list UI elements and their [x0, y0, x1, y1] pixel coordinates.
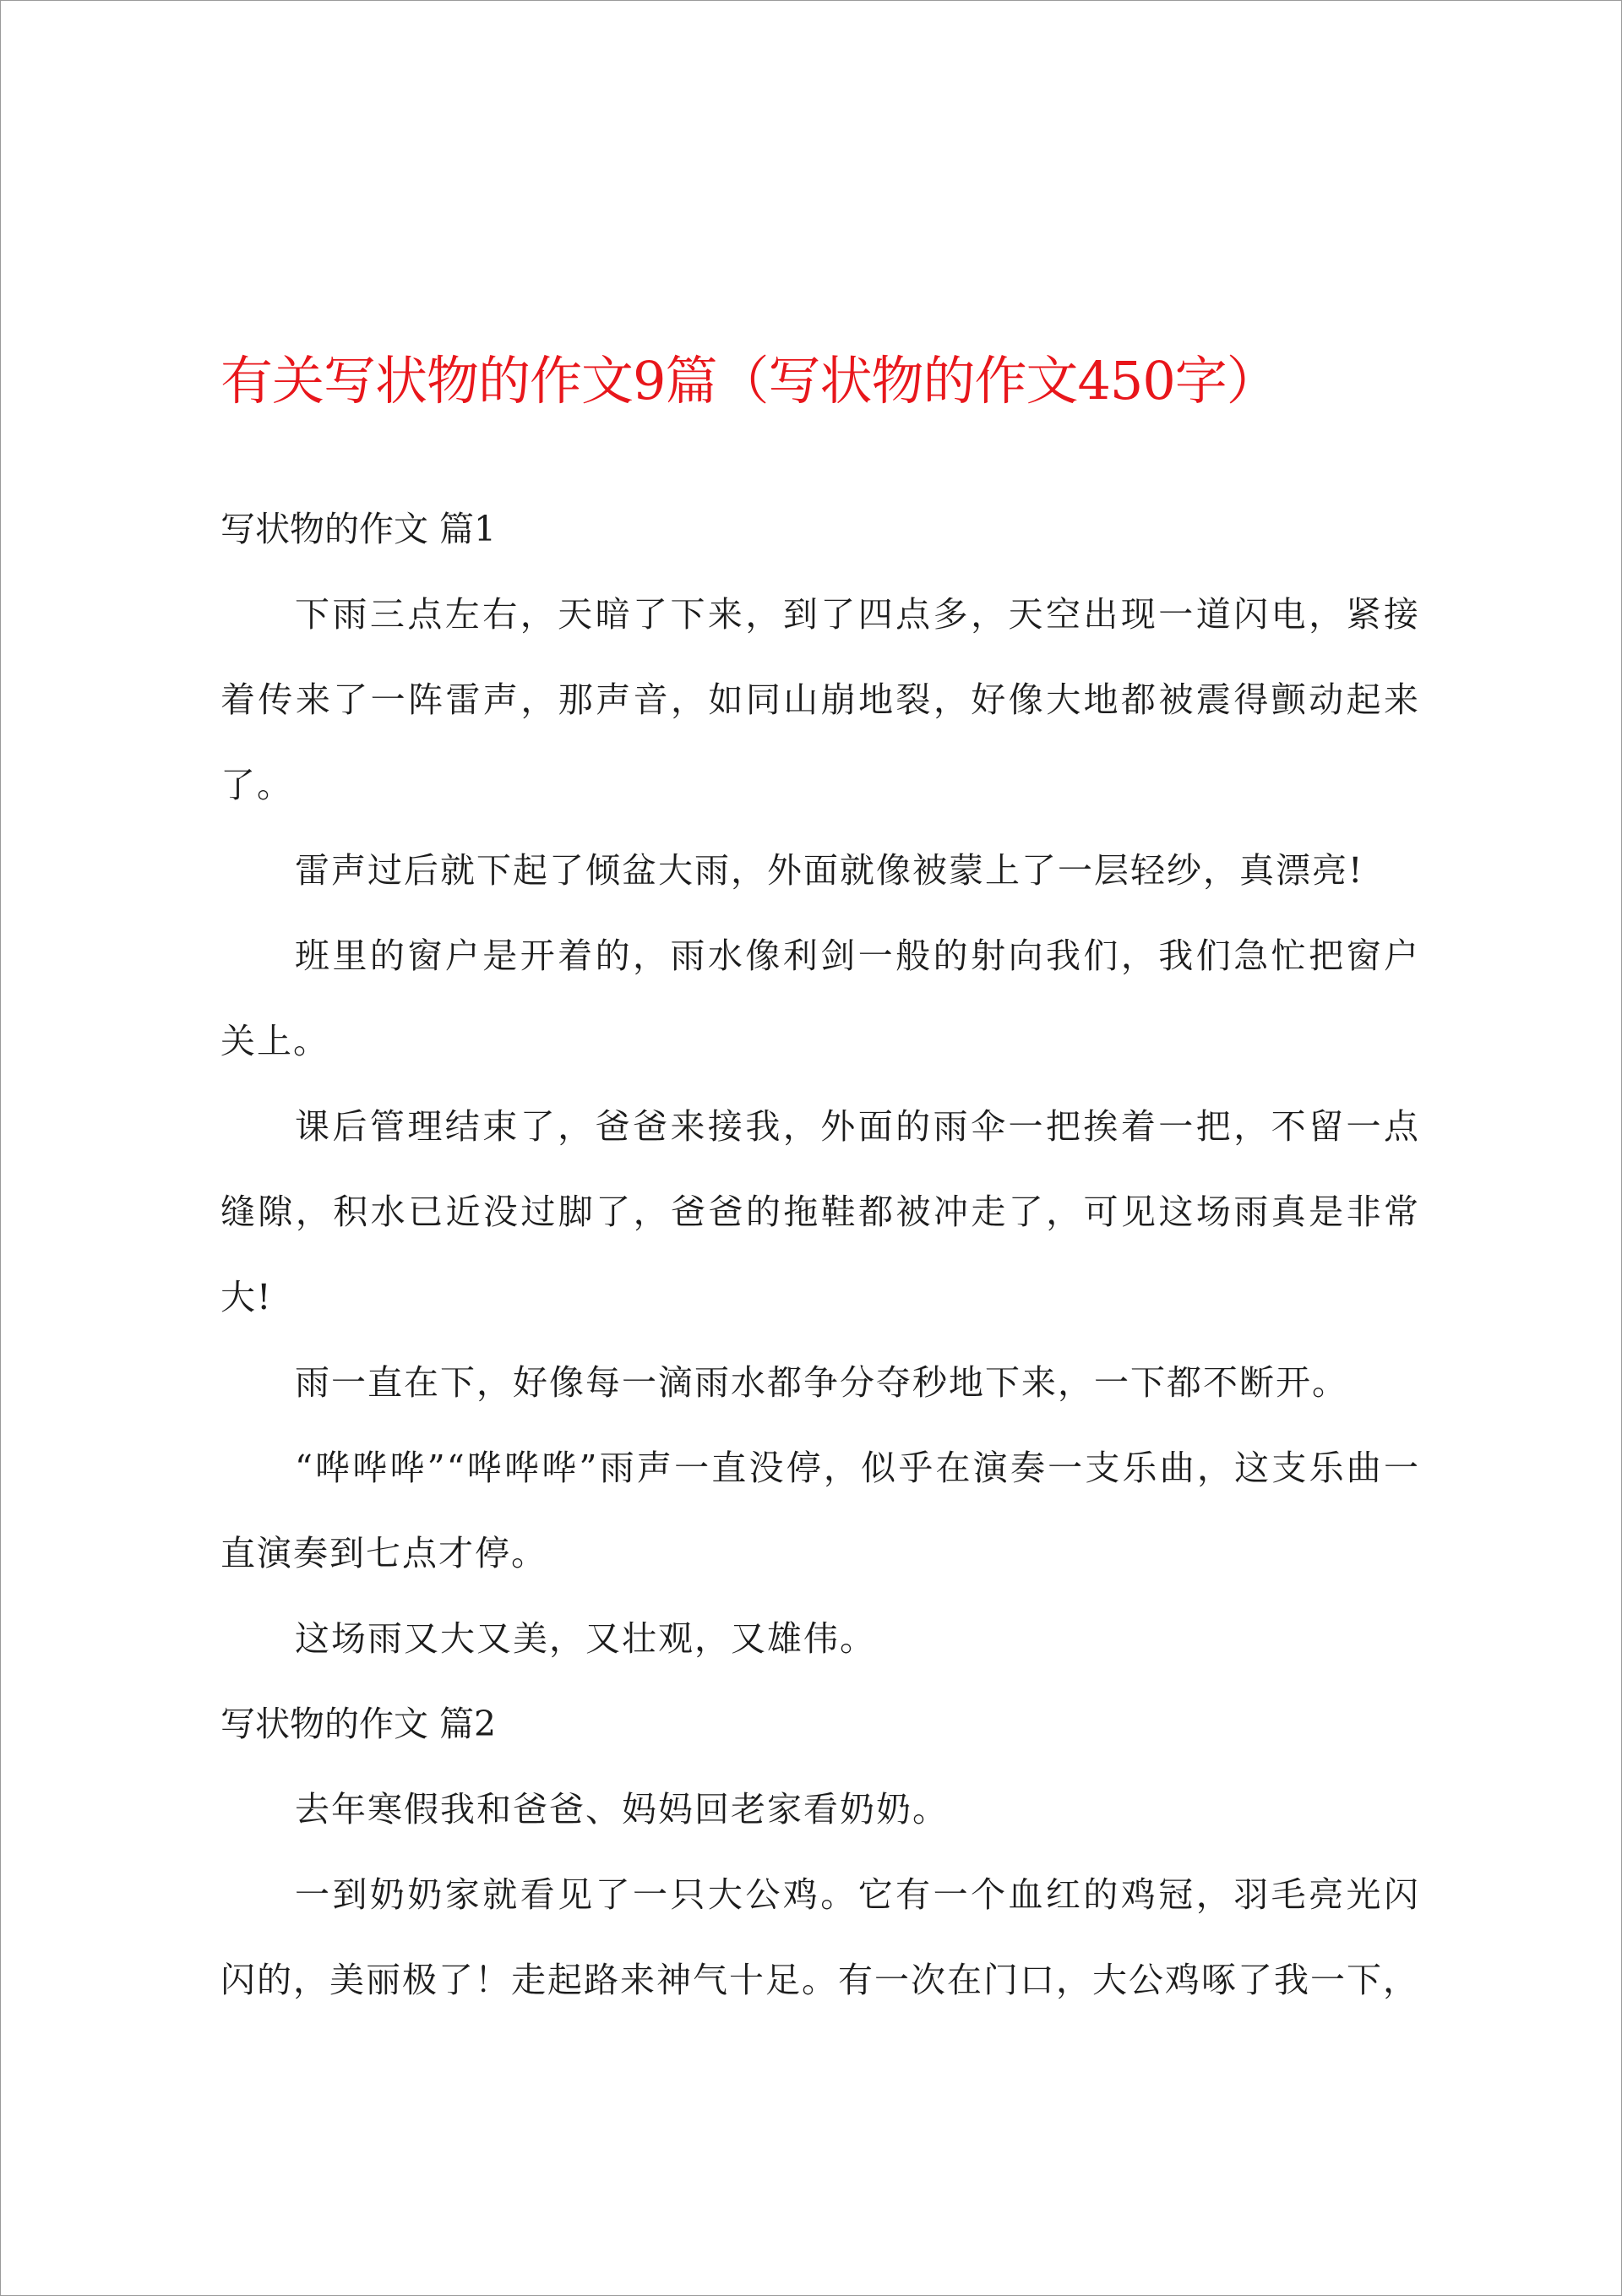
section-heading: 写状物的作文 篇2 [220, 1704, 497, 1744]
paragraph: 一到奶奶家就看见了一只大公鸡。它有一个血红的鸡冠，羽毛亮光闪闪的，美丽极了！走起路来神气十足。有一次在门口，大公鸡啄了我一下， [220, 1874, 1420, 2000]
paragraph: 去年寒假我和爸爸、妈妈回老家看奶奶。 [295, 1789, 949, 1830]
essay-section-2 [220, 1682, 1420, 2023]
essay-section-1 [220, 487, 1420, 1682]
paragraph: 雨一直在下，好像每一滴雨水都争分夺秒地下来，一下都不断开。 [295, 1362, 1348, 1403]
paragraph: 课后管理结束了，爸爸来接我，外面的雨伞一把挨着一把，不留一点缝隙，积水已近没过脚了，爸爸的拖鞋都被冲走了，可见这场雨真是非常大! [220, 1106, 1420, 1317]
document-body [220, 487, 1420, 2023]
paragraph: 班里的窗户是开着的，雨水像利剑一般的射向我们，我们急忙把窗户关上。 [220, 935, 1420, 1061]
paragraph: 雷声过后就下起了倾盆大雨，外面就像被蒙上了一层轻纱，真漂亮! [295, 850, 1364, 891]
document-title: 有关写状物的作文9篇（写状物的作文450字） [220, 350, 1278, 412]
paragraph: 这场雨又大又美，又壮观，又雄伟。 [295, 1618, 876, 1659]
paragraph: 下雨三点左右，天暗了下来，到了四点多，天空出现一道闪电，紧接着传来了一阵雷声，那声音，如同山崩地裂，好像大地都被震得颤动起来了。 [220, 594, 1420, 805]
paragraph: “哗哗哗”“哗哗哗”雨声一直没停，似乎在演奏一支乐曲，这支乐曲一直演奏到七点才停。 [220, 1448, 1420, 1573]
section-heading: 写状物的作文 篇1 [220, 509, 497, 549]
